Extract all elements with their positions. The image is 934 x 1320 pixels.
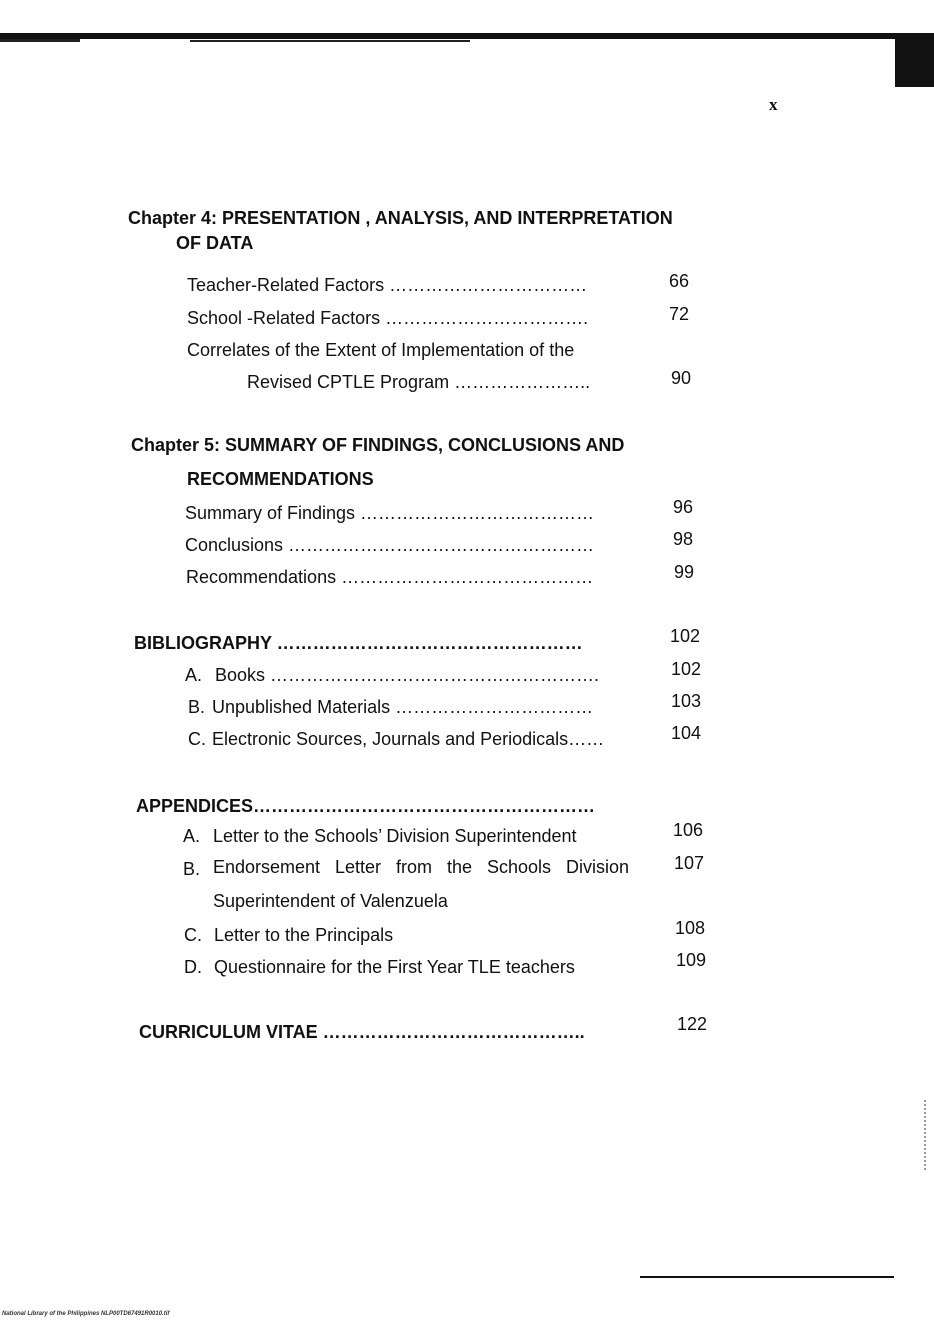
toc-entry — [188, 728, 604, 750]
toc-page: 72 — [669, 304, 690, 324]
toc-entry — [184, 924, 393, 946]
entry-text-continued: Superintendent of Valenzuela — [213, 891, 448, 911]
scan-bottom-line — [640, 1276, 894, 1278]
scan-mark — [0, 39, 80, 42]
bibliography-title: BIBLIOGRAPHY …………………………………………… — [134, 633, 583, 653]
entry-text: Electronic Sources, Journals and Periodicals…… — [212, 729, 605, 749]
toc-page: 96 — [673, 497, 694, 517]
toc-entry: Recommendations …………………………………… — [186, 567, 594, 587]
scan-footer: National Library of the Philippines NLP00TD67491R0010.tif — [2, 1311, 170, 1317]
toc-entry: Revised CPTLE Program ………………….. — [247, 372, 591, 392]
toc-entry: Teacher-Related Factors …………………………… — [187, 275, 588, 295]
appendices-title: APPENDICES………………………………………………… — [136, 796, 596, 816]
entry-letter: A. — [185, 665, 203, 685]
chapter-5-title-continued: RECOMMENDATIONS — [187, 469, 374, 489]
toc-page: 90 — [671, 368, 692, 388]
entry-text: Letter to the Schools’ Division Superintendent — [213, 826, 577, 846]
scan-top-bar — [0, 33, 934, 39]
toc-entry: Correlates of the Extent of Implementation of the — [187, 340, 575, 360]
toc-page: 102 — [671, 659, 702, 679]
toc-entry: School -Related Factors ……………………………. — [187, 308, 589, 328]
entry-letter: B. — [188, 697, 206, 717]
chapter-4-title: Chapter 4: PRESENTATION , ANALYSIS, AND INTERPRETATION — [128, 208, 673, 228]
toc-entry — [185, 664, 599, 686]
toc-page: 102 — [670, 626, 701, 646]
toc-entry: Summary of Findings ………………………………… — [185, 503, 595, 523]
scan-edge-noise — [924, 1100, 928, 1170]
toc-page: 106 — [673, 820, 704, 840]
chapter-5-title: Chapter 5: SUMMARY OF FINDINGS, CONCLUSIONS AND — [131, 435, 625, 455]
entry-letter: A. — [183, 826, 201, 846]
entry-text: Books ………………………………………………. — [215, 665, 600, 685]
toc-page: 103 — [671, 691, 702, 711]
toc-entry — [183, 825, 577, 847]
entry-letter: D. — [184, 957, 202, 977]
chapter-4-title-continued: OF DATA — [176, 233, 254, 253]
toc-entry: Conclusions …………………………………………… — [185, 535, 595, 555]
entry-letter: C. — [188, 729, 206, 749]
entry-text: Endorsement Letter from the Schools Division — [213, 857, 629, 877]
toc-page: 98 — [673, 529, 694, 549]
toc-page: 108 — [675, 918, 706, 938]
toc-page: 104 — [671, 723, 702, 743]
entry-text: Questionnaire for the First Year TLE teachers — [214, 957, 575, 977]
toc-entry — [188, 696, 593, 718]
toc-page: 122 — [677, 1014, 708, 1034]
entry-letter: C. — [184, 925, 202, 945]
curriculum-vitae-title: CURRICULUM VITAE …………………………………….. — [139, 1022, 585, 1042]
toc-page: 109 — [676, 950, 707, 970]
page-number: x — [769, 95, 778, 114]
entry-text: Letter to the Principals — [214, 925, 394, 945]
toc-page: 107 — [674, 853, 705, 873]
scan-corner-block — [895, 36, 934, 87]
entry-text: Unpublished Materials …………………………… — [212, 697, 594, 717]
toc-page: 66 — [669, 271, 690, 291]
toc-entry-letter: B. — [183, 859, 201, 879]
toc-entry — [184, 956, 575, 978]
toc-page: 99 — [674, 562, 695, 582]
scan-mark — [190, 40, 470, 42]
